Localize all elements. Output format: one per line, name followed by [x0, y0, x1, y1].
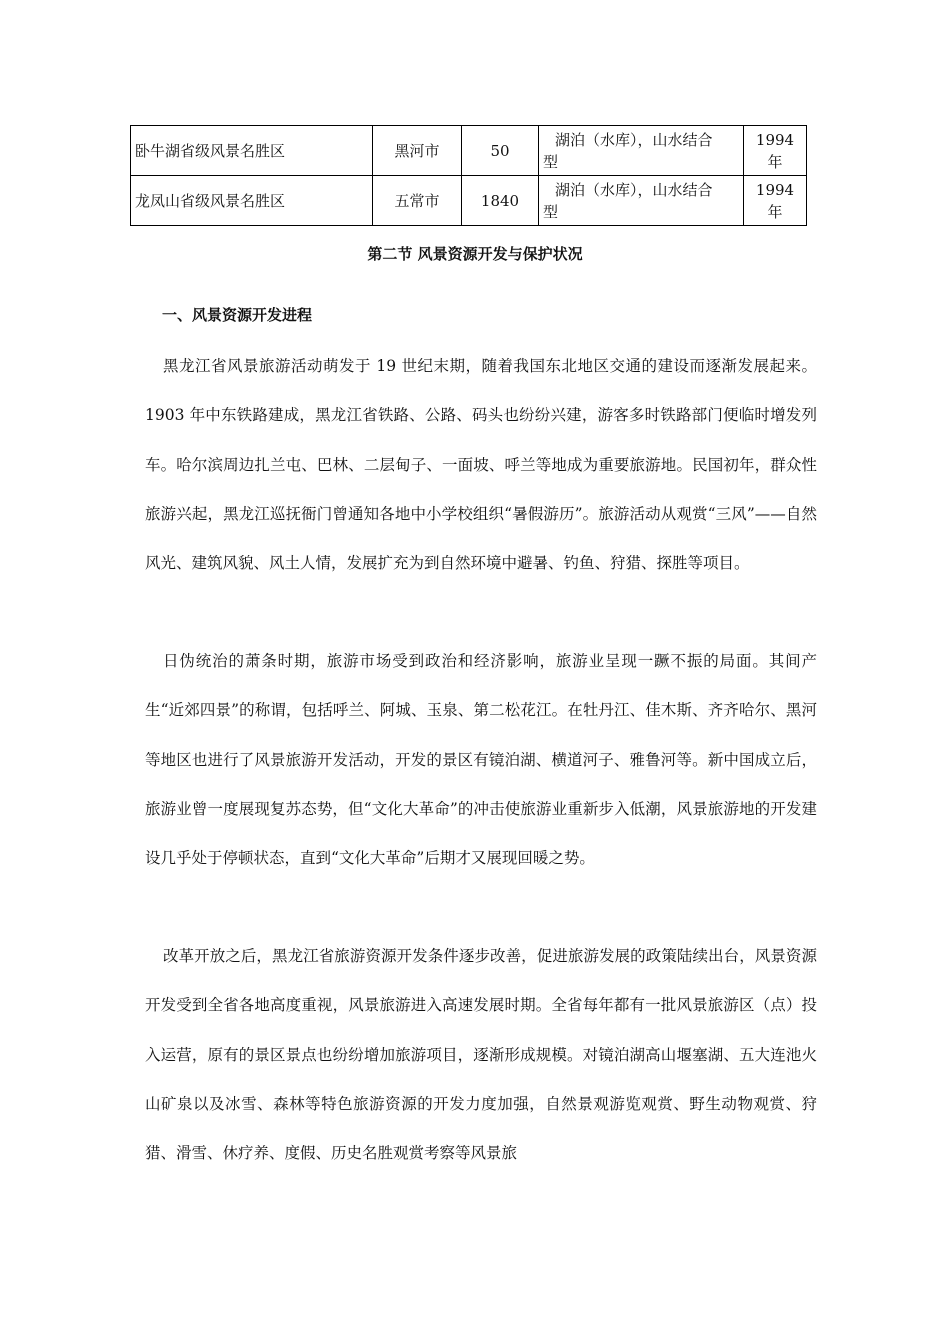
type-line-2: 型: [543, 152, 559, 171]
table-row: [131, 126, 807, 176]
subsection-title: 一、风景资源开发进程: [162, 306, 313, 324]
body-paragraph: 日伪统治的萧条时期，旅游市场受到政治和经济影响，旅游业呈现一蹶不振的局面。其间产生“近郊四景”的称谓，包括呼兰、阿城、玉泉、第二松花江。在牡丹江、佳木斯、齐齐哈尔、黑河等地区也进行了风景旅游开发活动，开发的景区有镜泊湖、横道河子、雅鲁河等。新中国成立后，旅游业曾一度展现复苏态势，但“文化大革命”的冲击使旅游业重新步入低潮，风景旅游地的开发建设几乎处于停顿状态，直到“文化大革命”后期才又展现回暖之势。: [145, 652, 817, 868]
table-cell-name: 龙凤山省级风景名胜区: [131, 176, 373, 226]
table-cell-name: 卧牛湖省级风景名胜区: [131, 126, 373, 176]
type-line-1: 湖泊（水库），山水结合: [555, 130, 713, 149]
table-cell-type: [539, 126, 744, 176]
type-line-2: 型: [543, 202, 559, 221]
table-cell-year: 1994 年: [744, 126, 807, 176]
table-cell-city: 黑河市: [373, 126, 462, 176]
body-paragraph: 黑龙江省风景旅游活动萌发于 19 世纪末期，随着我国东北地区交通的建设而逐渐发展起来。1903 年中东铁路建成，黑龙江省铁路、公路、码头也纷纷兴建，游客多时铁路部门便临时增发列车。哈尔滨周边扎兰屯、巴林、二层甸子、一面坡、呼兰等地成为重要旅游地。民国初年，群众性旅游兴起，黑龙江巡抚衙门曾通知各地中小学校组织“暑假游历”。旅游活动从观赏“三风”——自然风光、建筑风貌、风土人情，发展扩充为到自然环境中避暑、钓鱼、狩猎、探胜等项目。: [145, 357, 817, 573]
section-title: 第二节 风景资源开发与保护状况: [367, 245, 583, 263]
table-cell-year: 1994 年: [744, 176, 807, 226]
type-line-1: 湖泊（水库），山水结合: [555, 180, 713, 199]
table-cell-type: [539, 176, 744, 226]
body-paragraph: 改革开放之后，黑龙江省旅游资源开发条件逐步改善，促进旅游发展的政策陆续出台，风景资源开发受到全省各地高度重视，风景旅游进入高速发展时期。全省每年都有一批风景旅游区（点）投入运营，原有的景区景点也纷纷增加旅游项目，逐渐形成规模。对镜泊湖高山堰塞湖、五大连池火山矿泉以及冰雪、森林等特色旅游资源的开发力度加强，自然景观游览观赏、野生动物观赏、狩猎、滑雪、休疗养、度假、历史名胜观赏考察等风景旅: [145, 947, 817, 1163]
table-cell-city: 五常市: [373, 176, 462, 226]
table-cell-area: 50: [462, 126, 539, 176]
table-cell-area: 1840: [462, 176, 539, 226]
table-row: [131, 176, 807, 226]
scenic-area-table: [130, 125, 807, 226]
